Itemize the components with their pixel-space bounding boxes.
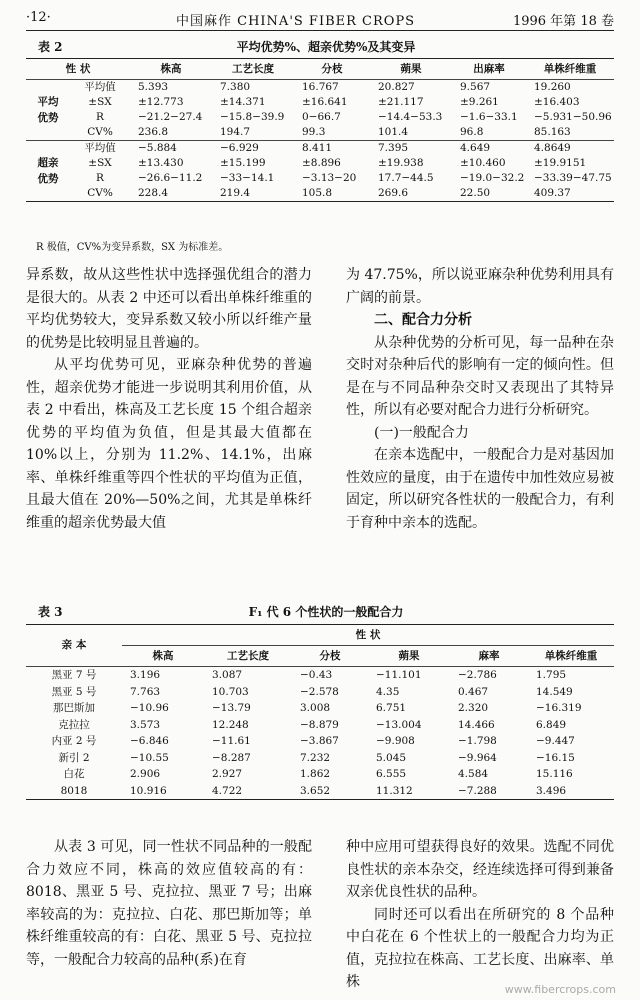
table-cell: 3.087 (212, 669, 243, 681)
journal-title: 中国麻作 CHINA'S FIBER CROPS (176, 14, 416, 29)
paragraph: 为 47.75%，所以说亚麻杂种优势利用具有广阔的前景。 (346, 267, 614, 306)
table-cell: −2.578 (300, 685, 339, 698)
table-cell: 0.467 (458, 685, 489, 698)
group-label: 超亲 优势 (26, 141, 70, 202)
table-cell: ±19.9151 (534, 157, 587, 169)
table-cell: 4.722 (204, 783, 292, 800)
table2-label: 表 2 (38, 40, 63, 54)
table-cell: 8.411 (302, 142, 333, 154)
parent-name: 白花 (63, 768, 85, 780)
table3 (26, 624, 614, 800)
parent-name: 黑亚 7 号 (51, 669, 97, 681)
paragraph: 异系数，故从这些性状中选择强优组合的潜力是很大的。从表 2 中还可以看出单株纤维重的平均优势较大，变异系数又较小所以纤维产量的优势是比较明显且普遍的。 (26, 267, 312, 351)
table2 (26, 58, 614, 202)
subsection-heading: (一)一般配合力 (374, 424, 469, 441)
stat-label: ±SX (88, 157, 112, 169)
column-header: 分枝 (292, 646, 368, 667)
table-cell: 14.466 (458, 718, 495, 731)
column-header: 麻率 (450, 646, 528, 667)
table-cell: 6.751 (376, 702, 407, 714)
table-row (26, 125, 614, 141)
table-cell: ±9.261 (460, 96, 499, 108)
table-cell: −8.879 (300, 718, 339, 731)
table-cell: ±13.430 (138, 157, 184, 169)
table-cell: ±8.896 (302, 157, 341, 169)
table-cell: 3.496 (528, 783, 614, 800)
table-cell: 2.906 (130, 768, 161, 780)
table-cell: 85.163 (526, 125, 614, 141)
table-row (26, 667, 614, 684)
table-cell: 3.573 (130, 718, 161, 731)
table-row (26, 717, 614, 734)
table-cell: 3.196 (130, 669, 161, 681)
stat-label: 平均值 (84, 81, 116, 93)
table-cell: −1.6−33.1 (460, 111, 518, 123)
parent-name: 新引 2 (58, 751, 90, 764)
table-cell: −14.4−53.3 (378, 111, 443, 123)
group-label: 平均 优势 (26, 80, 70, 141)
table-cell: 105.8 (294, 186, 370, 202)
table-cell: 19.260 (534, 81, 571, 93)
table-cell: 2.927 (212, 768, 243, 780)
table-row (26, 750, 614, 767)
column-header: 蒴果 (370, 59, 452, 80)
table-cell: −6.929 (220, 142, 259, 154)
table-row (26, 141, 614, 157)
table-row (26, 733, 614, 750)
table-cell: 22.50 (452, 186, 526, 202)
table-cell: 96.8 (452, 125, 526, 141)
table-cell: −13.79 (212, 702, 251, 714)
column-header: 单株纤维重 (526, 59, 614, 80)
table-cell: 4.584 (458, 768, 489, 780)
table-cell: −15.8−39.9 (220, 111, 285, 123)
paragraph: 种中应用可望获得良好的效果。选配不同优良性状的亲本杂交，经连续选择可得到兼备双亲优良性状的品种。 (346, 839, 614, 900)
table-cell: −13.004 (376, 718, 422, 731)
table-row (26, 684, 614, 701)
table-cell: ±21.117 (378, 96, 424, 108)
table-cell: 6.849 (536, 718, 567, 731)
table-cell: ±16.641 (302, 96, 348, 108)
watermark: www.fibercrops.com (504, 983, 616, 996)
column-header: 株高 (122, 646, 204, 667)
running-header (26, 10, 614, 30)
table2-header-row (26, 59, 614, 80)
table-cell: 4.8649 (534, 142, 571, 154)
table-cell: ±16.403 (534, 96, 580, 108)
table-cell: −10.96 (130, 702, 169, 714)
table-cell: 4.649 (460, 142, 491, 154)
left-column-upper (26, 264, 312, 534)
table-cell: 2.320 (458, 702, 489, 714)
table-row (26, 110, 614, 125)
table-cell: 228.4 (130, 186, 212, 202)
column-header: 工艺长度 (204, 646, 292, 667)
table-cell: 7.763 (130, 685, 161, 698)
table-cell: ±14.371 (220, 96, 266, 108)
table-cell: −11.61 (212, 735, 251, 747)
table3-label: 表 3 (38, 605, 63, 619)
table-cell: −21.2−27.4 (138, 111, 203, 123)
table-cell: 99.3 (294, 125, 370, 141)
table-cell: 101.4 (370, 125, 452, 141)
table-cell: 17.7−44.5 (378, 172, 434, 184)
trait-header: 性 状 (122, 625, 614, 646)
parent-name: 克拉拉 (58, 718, 90, 731)
paragraph: 同时还可以看出在所研究的 8 个品种中白花在 6 个性状上的一般配合力均为正值，克拉拉在株高、工艺长度、出麻率、单株 (346, 906, 614, 990)
table-cell: −33−14.1 (220, 172, 275, 184)
table-cell: 5.045 (376, 751, 407, 764)
parent-name: 黑亚 5 号 (51, 685, 97, 698)
table-cell: −33.39−47.75 (534, 172, 612, 184)
table-row (26, 766, 614, 783)
right-column-lower (346, 836, 614, 994)
table3-title: F₁ 代 6 个性状的一般配合力 (248, 605, 404, 619)
table-cell: 12.248 (212, 718, 249, 731)
table-cell: −0.43 (300, 669, 333, 681)
table-cell: 7.395 (378, 142, 409, 154)
table-cell: −5.884 (138, 142, 177, 154)
table-cell: −16.319 (536, 702, 582, 714)
table-row (26, 171, 614, 186)
table-cell: 5.393 (138, 81, 169, 93)
table-cell: 6.555 (376, 768, 407, 780)
column-header: 单株纤维重 (528, 646, 614, 667)
parent-name: 内亚 2 号 (51, 735, 97, 747)
section-heading: 二、配合力分析 (374, 312, 472, 328)
table-cell: −6.846 (130, 735, 169, 747)
table-cell: −11.101 (376, 669, 422, 681)
stat-label: 平均值 (84, 142, 116, 154)
table-cell: 1.795 (536, 669, 567, 681)
table-cell: 9.567 (460, 81, 491, 93)
table-row (26, 186, 614, 202)
table2-title: 平均优势%、超亲优势%及其变异 (236, 40, 416, 54)
table-row (26, 156, 614, 171)
table-cell: −9.964 (458, 751, 497, 764)
table-cell: 7.380 (220, 81, 251, 93)
table-cell: 16.767 (302, 81, 339, 93)
table-cell: 236.8 (130, 125, 212, 141)
table-cell: 11.312 (368, 783, 450, 800)
table-row (26, 783, 614, 800)
table-cell: 3.652 (292, 783, 368, 800)
table-cell: −3.867 (300, 735, 339, 747)
table-cell: −19.0−32.2 (460, 172, 525, 184)
parent-name: 8018 (26, 783, 122, 800)
table2-note: R 极值，CV%为变异系数，SX 为标准差。 (36, 242, 229, 253)
table-row (26, 95, 614, 110)
year-volume: 1996 年第 18 卷 (512, 14, 614, 29)
table-cell: −5.931−50.96 (534, 111, 612, 123)
paragraph: 在亲本选配中，一般配合力是对基因加性效应的量度，由于在遗传中加性效应易被固定，所以研究各性状的一般配合力，有利于育种中亲本的选配。 (346, 447, 614, 531)
header-rule (26, 30, 614, 31)
column-header: 性 状 (26, 59, 130, 80)
table-cell: −2.786 (458, 669, 497, 681)
column-header: 工艺长度 (212, 59, 294, 80)
table-cell: −3.13−20 (302, 172, 357, 184)
table-cell: ±15.199 (220, 157, 266, 169)
table-cell: −8.287 (212, 751, 251, 764)
table-cell: 194.7 (212, 125, 294, 141)
table-cell: 10.703 (212, 685, 249, 698)
table-cell: −9.908 (376, 735, 415, 747)
table-row (26, 80, 614, 96)
table-cell: ±19.938 (378, 157, 424, 169)
column-header: 分枝 (294, 59, 370, 80)
table-cell: −10.55 (130, 751, 169, 764)
table3-header-row (26, 625, 614, 646)
stat-label: R (96, 111, 104, 123)
stat-label: CV% (70, 186, 130, 202)
table-cell: 409.37 (526, 186, 614, 202)
stat-label: R (96, 172, 104, 184)
paragraph: 从杂种优势的分析可见，每一品种在杂交时对杂种后代的影响有一定的倾向性。但是在与不同品种杂交时又表现出了其特异性，所以有必要对配合力进行分析研究。 (346, 334, 614, 418)
column-header: 株高 (130, 59, 212, 80)
table-cell: ±12.773 (138, 96, 184, 108)
parent-name: 那巴斯加 (53, 702, 95, 714)
table-cell: −7.288 (450, 783, 528, 800)
table-cell: −16.15 (536, 751, 575, 764)
table-cell: ±10.460 (460, 157, 506, 169)
column-header: 蒴果 (368, 646, 450, 667)
page-number: ·12· (26, 10, 51, 25)
table-row (26, 700, 614, 717)
table-cell: 7.232 (300, 751, 331, 764)
parent-header: 亲 本 (26, 625, 122, 667)
right-column-upper (346, 264, 614, 534)
table-cell: 3.008 (300, 702, 331, 714)
table-cell: 4.35 (376, 685, 400, 698)
left-column-lower (26, 836, 312, 971)
table-cell: 1.862 (300, 768, 331, 780)
table-cell: −26.6−11.2 (138, 172, 203, 184)
table-cell: 14.549 (536, 685, 573, 698)
paragraph: 从表 3 可见，同一性状不同品种的一般配合力效应不同，株高的效应值较高的有：8018、黑亚 5 号、克拉拉、黑亚 7 号；出麻率较高的为：克拉拉、白花、那巴斯加等；单株纤维重较高的有：白花、黑亚 5 号、克拉拉等，一般配合力较高的品种(系)在育 (26, 839, 312, 968)
table-cell: 0−66.7 (302, 111, 341, 123)
stat-label: CV% (70, 125, 130, 141)
table-cell: 20.827 (378, 81, 415, 93)
table-cell: 10.916 (122, 783, 204, 800)
paragraph: 从平均优势可见，亚麻杂种优势的普遍性，超亲优势才能进一步说明其利用价值，从表 2 中看出，株高及工艺长度 15 个组合超亲优势的平均值为负值，但是其最大值都在 10%以上，分别为 11.2%、14.1%，出麻率、单株纤维重等四个性状的平均值为正值，且最大值在 20%—50%之间，尤其是单株纤维重的超亲优势最大值 (26, 357, 312, 531)
table-cell: 269.6 (370, 186, 452, 202)
table-cell: 219.4 (212, 186, 294, 202)
table-cell: −9.447 (536, 735, 575, 747)
table-cell: −1.798 (458, 735, 497, 747)
column-header: 出麻率 (452, 59, 526, 80)
table-cell: 15.116 (536, 768, 573, 780)
stat-label: ±SX (88, 96, 112, 108)
